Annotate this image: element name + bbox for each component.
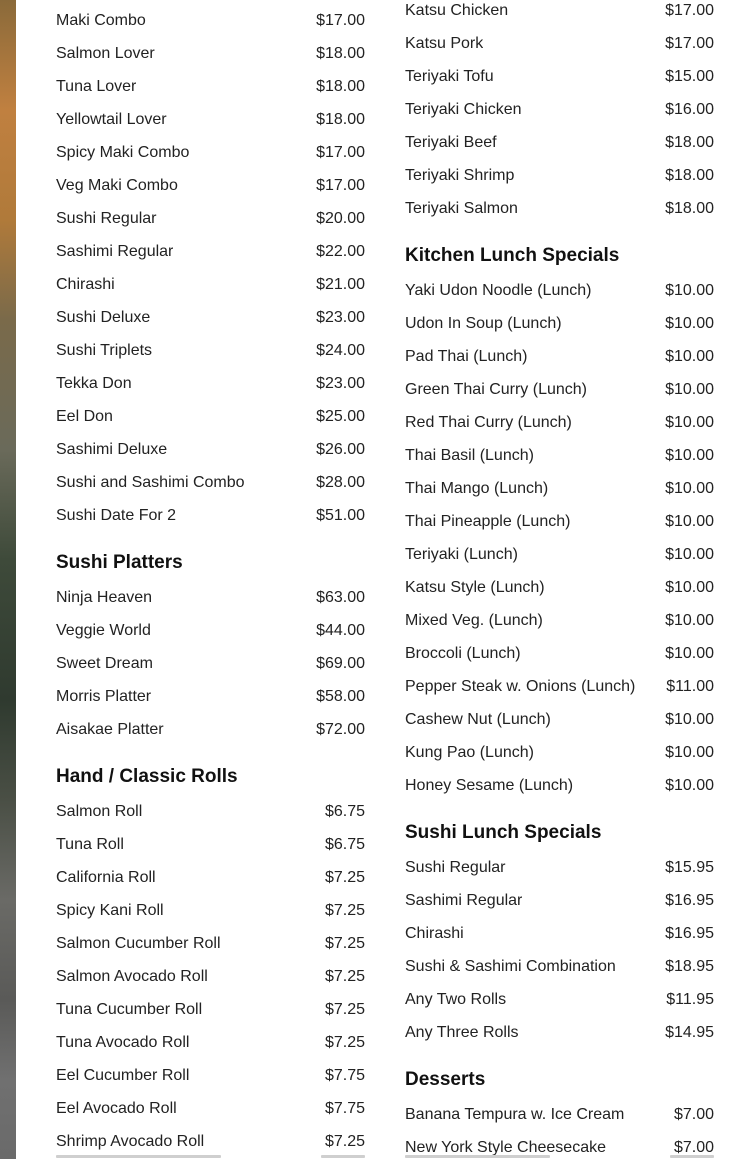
item-name: Salmon Cucumber Roll [56, 934, 221, 952]
item-name: Teriyaki (Lunch) [405, 545, 518, 563]
menu-item[interactable] [56, 1092, 365, 1125]
section-title: Sushi Lunch Specials [405, 822, 602, 843]
item-price: $10.00 [665, 611, 714, 629]
item-name: Eel Avocado Roll [56, 1099, 177, 1117]
menu-item[interactable] [405, 439, 714, 472]
cut-off-row-right [405, 1152, 714, 1159]
item-price: $10.00 [665, 578, 714, 596]
cut-off-row-left [56, 1152, 365, 1159]
item-price: $7.25 [324, 868, 365, 886]
item-price: $16.00 [665, 100, 714, 118]
item-name: Shrimp Avocado Roll [56, 1132, 205, 1150]
item-name: Pad Thai (Lunch) [405, 347, 528, 365]
item-price: $7.25 [324, 1033, 365, 1051]
menu-item[interactable] [56, 927, 365, 960]
item-price: $18.00 [665, 166, 714, 184]
menu-item[interactable] [405, 274, 714, 307]
item-name: Veg Maki Combo [56, 176, 178, 194]
menu-item[interactable] [405, 373, 714, 406]
item-price: $23.00 [316, 374, 365, 392]
item-price: $17.00 [316, 176, 365, 194]
menu-item[interactable] [405, 769, 714, 802]
item-price: $28.00 [316, 473, 365, 491]
item-price: $10.00 [665, 380, 714, 398]
item-name: Tuna Roll [56, 835, 124, 853]
item-name: Katsu Pork [405, 34, 484, 52]
item-price: $10.00 [665, 413, 714, 431]
menu-item[interactable] [56, 614, 365, 647]
menu-item[interactable] [405, 538, 714, 571]
menu-item[interactable] [56, 235, 365, 268]
item-name: Teriyaki Chicken [405, 100, 522, 118]
item-price: $16.95 [665, 891, 714, 909]
item-name: Sushi & Sashimi Combination [405, 957, 616, 975]
menu-item[interactable] [56, 466, 365, 499]
menu-item[interactable] [405, 983, 714, 1016]
item-price: $72.00 [316, 720, 365, 738]
item-price: $11.00 [666, 677, 714, 695]
item-name: Teriyaki Beef [405, 133, 497, 151]
menu-item[interactable] [405, 884, 714, 917]
item-name: Any Three Rolls [405, 1023, 519, 1041]
menu-item[interactable] [405, 917, 714, 950]
item-price: $16.95 [665, 924, 714, 942]
menu-item[interactable] [56, 433, 365, 466]
menu-item[interactable] [56, 1026, 365, 1059]
item-price: $17.00 [665, 1, 714, 19]
cut-off-text-fragment [670, 1155, 714, 1158]
item-price: $18.00 [316, 44, 365, 62]
item-price: $25.00 [316, 407, 365, 425]
item-price: $10.00 [665, 281, 714, 299]
menu-section-kitchen-lunch-specials [405, 244, 714, 802]
menu-item[interactable] [405, 126, 714, 159]
item-name: Sashimi Deluxe [56, 440, 168, 458]
item-name: Sushi Regular [56, 209, 157, 227]
menu-item[interactable] [56, 993, 365, 1026]
menu-section-hand-classic-rolls [56, 765, 365, 1158]
menu-item[interactable] [56, 70, 365, 103]
menu-item[interactable] [405, 93, 714, 126]
menu-item[interactable] [405, 60, 714, 93]
item-price: $7.25 [324, 901, 365, 919]
item-price: $26.00 [316, 440, 365, 458]
menu-item[interactable] [405, 406, 714, 439]
item-name: Tuna Lover [56, 77, 137, 95]
item-name: Sweet Dream [56, 654, 153, 672]
item-price: $10.00 [665, 743, 714, 761]
item-name: Broccoli (Lunch) [405, 644, 521, 662]
menu-item[interactable] [56, 268, 365, 301]
menu-item[interactable] [405, 307, 714, 340]
menu-item[interactable] [56, 1059, 365, 1092]
menu-item[interactable] [56, 400, 365, 433]
item-price: $21.00 [316, 275, 365, 293]
menu-section-sushi-lunch-specials [405, 821, 714, 1049]
section-title: Desserts [405, 1069, 486, 1090]
item-name: Tuna Cucumber Roll [56, 1000, 203, 1018]
menu-column-right [405, 0, 714, 1159]
item-price: $10.00 [665, 776, 714, 794]
menu-item[interactable] [405, 604, 714, 637]
item-price: $6.75 [324, 802, 365, 820]
item-price: $15.00 [665, 67, 714, 85]
item-name: Sashimi Regular [405, 891, 523, 909]
menu-item[interactable] [405, 637, 714, 670]
item-name: Yaki Udon Noodle (Lunch) [405, 281, 592, 299]
menu-item[interactable] [405, 340, 714, 373]
menu-item[interactable] [405, 703, 714, 736]
menu-item[interactable] [56, 795, 365, 828]
menu-item[interactable] [56, 680, 365, 713]
item-price: $22.00 [316, 242, 365, 260]
section-title: Sushi Platters [56, 552, 183, 573]
menu-item[interactable] [56, 647, 365, 680]
menu-item[interactable] [405, 851, 714, 884]
item-price: $11.95 [666, 990, 714, 1008]
item-name: Honey Sesame (Lunch) [405, 776, 574, 794]
item-price: $69.00 [316, 654, 365, 672]
item-name: Sashimi Regular [56, 242, 174, 260]
item-price: $18.95 [665, 957, 714, 975]
menu-item[interactable] [56, 169, 365, 202]
item-price: $17.00 [316, 143, 365, 161]
menu-panel [16, 0, 750, 1159]
menu-item[interactable] [56, 136, 365, 169]
item-name: Tekka Don [56, 374, 132, 392]
item-name: Teriyaki Tofu [405, 67, 494, 85]
item-price: $10.00 [665, 512, 714, 530]
menu-item[interactable] [405, 670, 714, 703]
section-title: Kitchen Lunch Specials [405, 245, 620, 266]
menu-column-left [56, 4, 365, 1158]
menu-item[interactable] [405, 159, 714, 192]
menu-item[interactable] [405, 571, 714, 604]
item-name: Cashew Nut (Lunch) [405, 710, 551, 728]
item-price: $7.75 [324, 1066, 365, 1084]
item-name: Teriyaki Shrimp [405, 166, 515, 184]
item-name: Yellowtail Lover [56, 110, 167, 128]
item-name: Thai Pineapple (Lunch) [405, 512, 571, 530]
item-price: $7.75 [324, 1099, 365, 1117]
menu-item[interactable] [56, 37, 365, 70]
menu-item[interactable] [56, 202, 365, 235]
menu-item[interactable] [405, 1016, 714, 1049]
item-price: $10.00 [665, 644, 714, 662]
item-price: $18.00 [665, 133, 714, 151]
menu-item[interactable] [405, 0, 714, 27]
menu-item[interactable] [56, 861, 365, 894]
menu-item[interactable] [56, 960, 365, 993]
menu-item[interactable] [405, 1098, 714, 1131]
menu-item[interactable] [56, 894, 365, 927]
item-name: Chirashi [56, 275, 115, 293]
item-name: Eel Cucumber Roll [56, 1066, 190, 1084]
item-name: Thai Mango (Lunch) [405, 479, 549, 497]
item-name: Salmon Roll [56, 802, 143, 820]
cut-off-text-fragment [405, 1155, 550, 1158]
item-price: $24.00 [316, 341, 365, 359]
item-price: $51.00 [316, 506, 365, 524]
item-name: Salmon Avocado Roll [56, 967, 208, 985]
item-name: Tuna Avocado Roll [56, 1033, 190, 1051]
item-name: Teriyaki Salmon [405, 199, 518, 217]
menu-item[interactable] [405, 736, 714, 769]
item-name: Mixed Veg. (Lunch) [405, 611, 543, 629]
item-name: Katsu Chicken [405, 1, 509, 19]
item-name: Sushi and Sashimi Combo [56, 473, 245, 491]
item-price: $14.95 [665, 1023, 714, 1041]
item-name: Red Thai Curry (Lunch) [405, 413, 572, 431]
item-name: Sushi Triplets [56, 341, 153, 359]
menu-section-desserts [405, 1068, 714, 1159]
menu-item[interactable] [405, 505, 714, 538]
item-price: $17.00 [665, 34, 714, 52]
item-price: $7.00 [673, 1105, 714, 1123]
section-title: Hand / Classic Rolls [56, 766, 238, 787]
item-name: Thai Basil (Lunch) [405, 446, 534, 464]
menu-item[interactable] [56, 367, 365, 400]
item-name: Sushi Date For 2 [56, 506, 177, 524]
menu-item[interactable] [56, 4, 365, 37]
item-price: $23.00 [316, 308, 365, 326]
item-name: California Roll [56, 868, 156, 886]
item-name: Veggie World [56, 621, 151, 639]
item-name: Morris Platter [56, 687, 152, 705]
item-price: $7.25 [324, 967, 365, 985]
item-price: $20.00 [316, 209, 365, 227]
item-name: Kung Pao (Lunch) [405, 743, 534, 761]
item-name: Any Two Rolls [405, 990, 507, 1008]
item-price: $10.00 [665, 347, 714, 365]
background-photo-strip [0, 0, 16, 1159]
item-price: $10.00 [665, 314, 714, 332]
item-price: $44.00 [316, 621, 365, 639]
item-name: Aisakae Platter [56, 720, 164, 738]
menu-item[interactable] [405, 472, 714, 505]
cut-off-text-fragment [321, 1155, 365, 1158]
item-price: $10.00 [665, 545, 714, 563]
item-price: $7.00 [673, 1138, 714, 1156]
item-price: $7.25 [324, 1132, 365, 1150]
cut-off-text-fragment [56, 1155, 221, 1158]
item-price: $6.75 [324, 835, 365, 853]
menu-item[interactable] [56, 334, 365, 367]
item-name: Sushi Regular [405, 858, 506, 876]
menu-section-combos [56, 4, 365, 532]
item-name: Katsu Style (Lunch) [405, 578, 545, 596]
item-price: $10.00 [665, 446, 714, 464]
menu-section-entrees [405, 0, 714, 225]
item-price: $17.00 [316, 11, 365, 29]
item-price: $7.25 [324, 934, 365, 952]
item-name: Eel Don [56, 407, 113, 425]
item-name: Ninja Heaven [56, 588, 153, 606]
item-price: $10.00 [665, 479, 714, 497]
item-name: Sushi Deluxe [56, 308, 151, 326]
menu-item[interactable] [56, 499, 365, 532]
item-name: Spicy Kani Roll [56, 901, 164, 919]
menu-item[interactable] [56, 301, 365, 334]
item-price: $18.00 [316, 77, 365, 95]
item-name: Chirashi [405, 924, 464, 942]
item-name: Spicy Maki Combo [56, 143, 190, 161]
item-name: Pepper Steak w. Onions (Lunch) [405, 677, 636, 695]
item-name: New York Style Cheesecake [405, 1138, 606, 1156]
item-price: $15.95 [665, 858, 714, 876]
item-name: Udon In Soup (Lunch) [405, 314, 562, 332]
item-name: Green Thai Curry (Lunch) [405, 380, 587, 398]
item-name: Salmon Lover [56, 44, 155, 62]
item-price: $7.25 [324, 1000, 365, 1018]
menu-item[interactable] [56, 713, 365, 746]
item-price: $18.00 [316, 110, 365, 128]
menu-item[interactable] [405, 27, 714, 60]
item-name: Banana Tempura w. Ice Cream [405, 1105, 625, 1123]
menu-item[interactable] [56, 828, 365, 861]
menu-item[interactable] [405, 192, 714, 225]
menu-section-sushi-platters [56, 551, 365, 746]
menu-item[interactable] [56, 581, 365, 614]
item-price: $18.00 [665, 199, 714, 217]
menu-item[interactable] [56, 103, 365, 136]
item-price: $10.00 [665, 710, 714, 728]
item-price: $63.00 [316, 588, 365, 606]
item-price: $58.00 [316, 687, 365, 705]
item-name: Maki Combo [56, 11, 146, 29]
menu-item[interactable] [405, 950, 714, 983]
